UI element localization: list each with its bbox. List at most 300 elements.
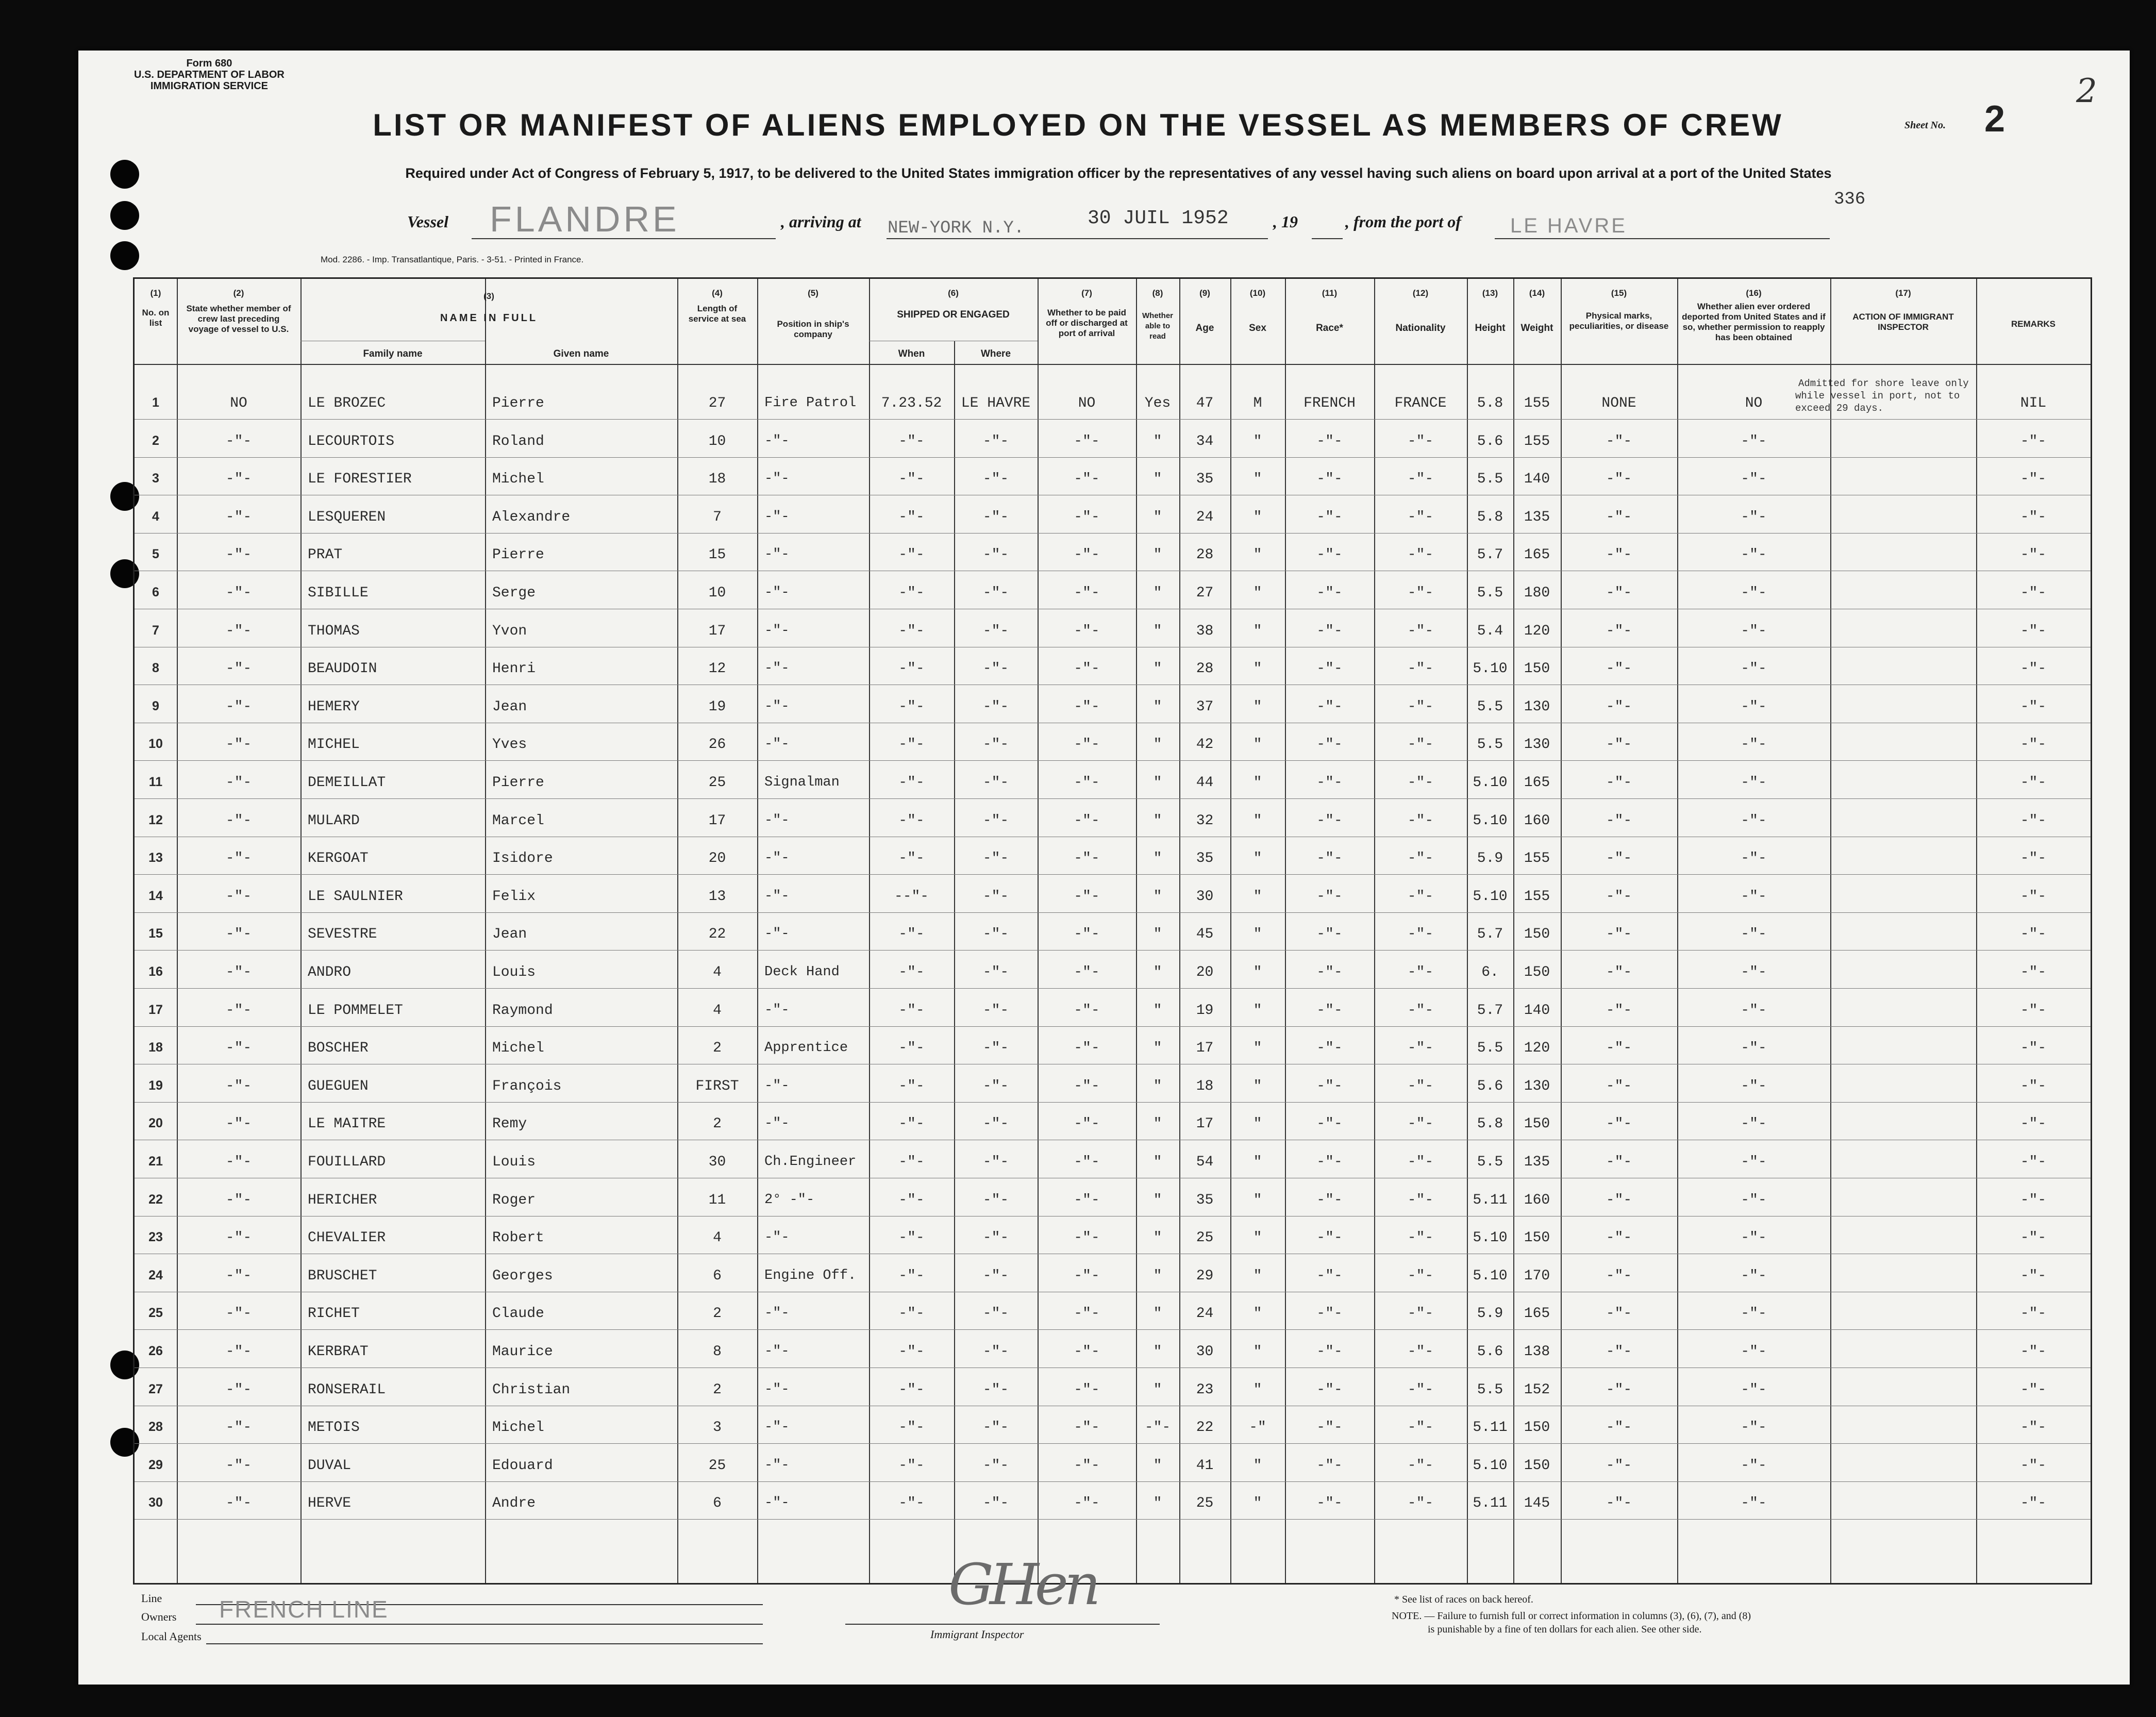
family-name-cell: KERGOAT bbox=[308, 851, 369, 867]
last-voyage-cell: -"- bbox=[225, 1420, 252, 1436]
age-cell: 28 bbox=[1196, 547, 1214, 563]
given-name-cell: Yves bbox=[492, 737, 527, 753]
shipped-where-cell: -"- bbox=[982, 1381, 1009, 1398]
family-name-cell: HERICHER bbox=[308, 1192, 377, 1208]
height-cell: 5.7 bbox=[1477, 547, 1503, 563]
family-name-cell: LE FORESTIER bbox=[308, 471, 412, 488]
family-name-cell: DEMEILLAT bbox=[308, 775, 386, 791]
physical-marks-cell: -"- bbox=[1606, 1192, 1632, 1208]
service-length-cell: 22 bbox=[708, 926, 726, 943]
able-to-read-cell: " bbox=[1153, 775, 1162, 791]
race-cell: -"- bbox=[1316, 509, 1343, 525]
header-weight: Weight bbox=[1520, 323, 1553, 334]
paid-off-cell: -"- bbox=[1074, 1002, 1100, 1019]
shipped-when-cell: -"- bbox=[898, 1116, 925, 1132]
family-name-cell: CHEVALIER bbox=[308, 1230, 386, 1246]
family-name-cell: PRAT bbox=[308, 547, 343, 563]
nationality-cell: -"- bbox=[1407, 775, 1434, 791]
weight-cell: 150 bbox=[1524, 1116, 1550, 1132]
weight-cell: 135 bbox=[1524, 1154, 1550, 1170]
given-name-cell: Louis bbox=[492, 1154, 536, 1170]
sex-cell: " bbox=[1253, 1192, 1262, 1208]
service-length-cell: 13 bbox=[708, 888, 726, 905]
shipped-where-cell: -"- bbox=[982, 964, 1009, 980]
vessel-name: FLANDRE bbox=[490, 199, 680, 239]
physical-marks-cell: -"- bbox=[1606, 1306, 1632, 1322]
shipped-when-cell: -"- bbox=[898, 433, 925, 449]
height-cell: 5.10 bbox=[1473, 888, 1508, 905]
row-number: 4 bbox=[152, 509, 159, 524]
given-name-cell: Felix bbox=[492, 888, 536, 905]
sex-cell: " bbox=[1253, 1457, 1262, 1474]
shipped-where-cell: -"- bbox=[982, 888, 1009, 905]
weight-cell: 155 bbox=[1524, 851, 1550, 867]
nationality-cell: -"- bbox=[1407, 547, 1434, 563]
family-name-cell: FOUILLARD bbox=[308, 1154, 386, 1170]
deported-cell: -"- bbox=[1741, 775, 1767, 791]
weight-cell: 160 bbox=[1524, 812, 1550, 829]
weight-cell: 130 bbox=[1524, 1078, 1550, 1094]
age-cell: 25 bbox=[1196, 1230, 1214, 1246]
shipped-where-cell: -"- bbox=[982, 1420, 1009, 1436]
deported-cell: -"- bbox=[1741, 1040, 1767, 1057]
position-cell: -"- bbox=[764, 661, 790, 677]
position-cell: -"- bbox=[764, 1457, 790, 1473]
nationality-cell: -"- bbox=[1407, 1154, 1434, 1170]
position-cell: -"- bbox=[764, 1230, 790, 1246]
sex-cell: " bbox=[1253, 1040, 1262, 1057]
remarks-cell: -"- bbox=[2020, 509, 2047, 525]
owner-stamp: FRENCH LINE bbox=[219, 1596, 389, 1623]
departure-port: LE HAVRE bbox=[1510, 214, 1627, 237]
row-number: 3 bbox=[152, 471, 159, 486]
shipped-where-cell: -"- bbox=[982, 1078, 1009, 1094]
family-name-cell: ANDRO bbox=[308, 964, 352, 980]
position-cell: -"- bbox=[764, 1344, 790, 1359]
given-name-cell: Isidore bbox=[492, 851, 553, 867]
last-voyage-cell: -"- bbox=[225, 1495, 252, 1512]
service-length-cell: 2 bbox=[713, 1116, 722, 1132]
able-to-read-cell: " bbox=[1153, 509, 1162, 525]
shipped-where-cell: -"- bbox=[982, 851, 1009, 867]
race-cell: -"- bbox=[1316, 737, 1343, 753]
physical-marks-cell: -"- bbox=[1606, 623, 1632, 639]
physical-marks-cell: -"- bbox=[1606, 812, 1632, 829]
shipped-where-cell: -"- bbox=[982, 585, 1009, 601]
deported-cell: -"- bbox=[1741, 1381, 1767, 1398]
nationality-cell: -"- bbox=[1407, 623, 1434, 639]
family-name-cell: METOIS bbox=[308, 1420, 360, 1436]
col-num: (2) bbox=[233, 288, 244, 298]
admitted-note-line: Admitted for shore leave only bbox=[1798, 378, 1969, 389]
admitted-note-line: while vessel in port, not to bbox=[1795, 390, 1960, 402]
shipped-where-cell: -"- bbox=[982, 1344, 1009, 1360]
able-to-read-cell: " bbox=[1153, 1268, 1162, 1284]
deported-cell: -"- bbox=[1741, 1306, 1767, 1322]
remarks-cell: -"- bbox=[2020, 1420, 2047, 1436]
race-cell: -"- bbox=[1316, 888, 1343, 905]
sex-cell: " bbox=[1253, 851, 1262, 867]
height-cell: 5.5 bbox=[1477, 737, 1503, 753]
family-name-cell: LE MAITRE bbox=[308, 1116, 386, 1132]
service-length-cell: 19 bbox=[708, 698, 726, 715]
col-num: (16) bbox=[1746, 288, 1762, 298]
shipped-when-cell: -"- bbox=[898, 509, 925, 525]
age-cell: 32 bbox=[1196, 812, 1214, 829]
height-cell: 5.11 bbox=[1473, 1192, 1508, 1208]
shipped-when-cell: -"- bbox=[898, 661, 925, 677]
col-num: (8) bbox=[1152, 288, 1163, 298]
given-name-cell: Remy bbox=[492, 1116, 527, 1132]
given-name-cell: Pierre bbox=[492, 775, 544, 791]
table-row-rule bbox=[135, 798, 2091, 799]
race-cell: -"- bbox=[1316, 964, 1343, 980]
sex-cell: " bbox=[1253, 585, 1262, 601]
age-cell: 41 bbox=[1196, 1457, 1214, 1474]
height-cell: 5.10 bbox=[1473, 775, 1508, 791]
family-name-cell: LE POMMELET bbox=[308, 1002, 403, 1019]
deported-cell: -"- bbox=[1741, 1420, 1767, 1436]
race-cell: -"- bbox=[1316, 585, 1343, 601]
row-number: 11 bbox=[148, 775, 163, 789]
remarks-cell: -"- bbox=[2020, 1154, 2047, 1170]
deported-cell: -"- bbox=[1741, 1154, 1767, 1170]
row-number: 21 bbox=[148, 1154, 163, 1169]
family-name-cell: BRUSCHET bbox=[308, 1268, 377, 1284]
able-to-read-cell: " bbox=[1153, 471, 1162, 488]
nationality-cell: -"- bbox=[1407, 1344, 1434, 1360]
sex-cell: " bbox=[1253, 623, 1262, 639]
shipped-when-cell: -"- bbox=[898, 1154, 925, 1170]
col-num: (9) bbox=[1199, 288, 1210, 298]
physical-marks-cell: -"- bbox=[1606, 964, 1632, 980]
height-cell: 5.5 bbox=[1477, 1040, 1503, 1057]
physical-marks-cell: -"- bbox=[1606, 851, 1632, 867]
deported-cell: -"- bbox=[1741, 1230, 1767, 1246]
last-voyage-cell: -"- bbox=[225, 1306, 252, 1322]
position-cell: -"- bbox=[764, 1495, 790, 1511]
height-cell: 6. bbox=[1481, 964, 1499, 980]
header-name-in-full: NAME IN FULL bbox=[440, 312, 538, 324]
family-name-cell: RONSERAIL bbox=[308, 1381, 386, 1398]
family-name-cell: RICHET bbox=[308, 1306, 360, 1322]
form-number: Form 680 bbox=[186, 58, 232, 69]
shipped-where-cell: -"- bbox=[982, 698, 1009, 715]
shipped-where-cell: -"- bbox=[982, 661, 1009, 677]
paid-off-cell: -"- bbox=[1074, 1116, 1100, 1132]
admitted-note-line: exceed 29 days. bbox=[1795, 403, 1884, 414]
paid-off-cell: -"- bbox=[1074, 775, 1100, 791]
given-name-cell: Michel bbox=[492, 1420, 544, 1436]
service-length-cell: 25 bbox=[708, 775, 726, 791]
shipped-when-cell: -"- bbox=[898, 1078, 925, 1094]
shipped-when-cell: -"- bbox=[898, 926, 925, 943]
race-cell: -"- bbox=[1316, 1154, 1343, 1170]
table-row-rule bbox=[135, 1519, 2091, 1520]
row-number: 24 bbox=[148, 1268, 163, 1282]
able-to-read-cell: " bbox=[1153, 433, 1162, 449]
given-name-cell: Pierre bbox=[492, 547, 544, 563]
position-cell: Fire Patrol bbox=[764, 395, 857, 411]
remarks-cell: -"- bbox=[2020, 851, 2047, 867]
deported-cell: -"- bbox=[1741, 1495, 1767, 1512]
last-voyage-cell: -"- bbox=[225, 775, 252, 791]
paid-off-cell: -"- bbox=[1074, 1381, 1100, 1398]
footer-underline bbox=[196, 1624, 763, 1625]
arriving-label: , arriving at bbox=[781, 212, 861, 231]
row-number: 8 bbox=[152, 661, 159, 676]
position-cell: -"- bbox=[764, 1116, 790, 1132]
last-voyage-cell: -"- bbox=[225, 1116, 252, 1132]
weight-cell: 155 bbox=[1524, 395, 1550, 411]
deported-cell: -"- bbox=[1741, 661, 1767, 677]
race-cell: -"- bbox=[1316, 1381, 1343, 1398]
service-length-cell: FIRST bbox=[695, 1078, 739, 1094]
last-voyage-cell: -"- bbox=[225, 1040, 252, 1057]
physical-marks-cell: -"- bbox=[1606, 1381, 1632, 1398]
able-to-read-cell: -"- bbox=[1144, 1420, 1171, 1436]
shipped-where-cell: -"- bbox=[982, 623, 1009, 639]
paid-off-cell: -"- bbox=[1074, 1192, 1100, 1208]
shipped-when-cell: -"- bbox=[898, 1040, 925, 1057]
race-cell: -"- bbox=[1316, 623, 1343, 639]
deported-cell: NO bbox=[1745, 395, 1763, 411]
inspector-label: Immigrant Inspector bbox=[930, 1628, 1024, 1641]
able-to-read-cell: " bbox=[1153, 623, 1162, 639]
race-cell: -"- bbox=[1316, 1268, 1343, 1284]
physical-marks-cell: -"- bbox=[1606, 661, 1632, 677]
sex-cell: " bbox=[1253, 433, 1262, 449]
year-underline bbox=[1312, 238, 1343, 239]
shipped-when-cell: -"- bbox=[898, 1457, 925, 1474]
age-cell: 19 bbox=[1196, 1002, 1214, 1019]
arrival-date: 30 JUIL 1952 bbox=[1088, 207, 1229, 229]
age-cell: 30 bbox=[1196, 888, 1214, 905]
shipped-when-cell: -"- bbox=[898, 1192, 925, 1208]
shipped-when-cell: -"- bbox=[898, 1495, 925, 1512]
shipped-where-cell: -"- bbox=[982, 737, 1009, 753]
from-port-underline bbox=[1495, 238, 1830, 239]
given-name-cell: Michel bbox=[492, 471, 544, 488]
table-row-rule bbox=[135, 950, 2091, 951]
sex-cell: -" bbox=[1249, 1420, 1266, 1436]
deported-cell: -"- bbox=[1741, 1116, 1767, 1132]
able-to-read-cell: " bbox=[1153, 1306, 1162, 1322]
service-length-cell: 30 bbox=[708, 1154, 726, 1170]
weight-cell: 150 bbox=[1524, 926, 1550, 943]
physical-marks-cell: -"- bbox=[1606, 1230, 1632, 1246]
remarks-cell: -"- bbox=[2020, 1268, 2047, 1284]
able-to-read-cell: " bbox=[1153, 1381, 1162, 1398]
able-to-read-cell: " bbox=[1153, 547, 1162, 563]
able-to-read-cell: " bbox=[1153, 1040, 1162, 1057]
weight-cell: 155 bbox=[1524, 433, 1550, 449]
deported-cell: -"- bbox=[1741, 623, 1767, 639]
height-cell: 5.10 bbox=[1473, 1268, 1508, 1284]
remarks-cell: -"- bbox=[2020, 1457, 2047, 1474]
race-note: * See list of races on back hereof. bbox=[1394, 1594, 1533, 1605]
shipped-where-cell: -"- bbox=[982, 775, 1009, 791]
weight-cell: 140 bbox=[1524, 471, 1550, 488]
able-to-read-cell: " bbox=[1153, 926, 1162, 943]
remarks-cell: -"- bbox=[2020, 812, 2047, 829]
able-to-read-cell: " bbox=[1153, 1078, 1162, 1094]
height-cell: 5.8 bbox=[1477, 1116, 1503, 1132]
paid-off-cell: -"- bbox=[1074, 1457, 1100, 1474]
physical-marks-cell: -"- bbox=[1606, 509, 1632, 525]
given-name-cell: Michel bbox=[492, 1040, 544, 1057]
shipped-when-cell: 7.23.52 bbox=[881, 395, 942, 411]
race-cell: -"- bbox=[1316, 1457, 1343, 1474]
punch-hole bbox=[110, 241, 139, 270]
header-deported: Whether alien ever ordered deported from United States and if so, whether permission to reapply has been obtained bbox=[1682, 302, 1826, 342]
sex-cell: " bbox=[1253, 1306, 1262, 1322]
physical-marks-cell: -"- bbox=[1606, 1420, 1632, 1436]
age-cell: 25 bbox=[1196, 1495, 1214, 1512]
family-name-cell: SEVESTRE bbox=[308, 926, 377, 943]
shipped-when-cell: -"- bbox=[898, 1381, 925, 1398]
position-cell: -"- bbox=[764, 1420, 790, 1436]
remarks-cell: -"- bbox=[2020, 926, 2047, 943]
nationality-cell: -"- bbox=[1407, 1381, 1434, 1398]
given-name-cell: Pierre bbox=[492, 395, 544, 411]
last-voyage-cell: -"- bbox=[225, 851, 252, 867]
able-to-read-cell: " bbox=[1153, 1002, 1162, 1019]
col-num: (12) bbox=[1412, 288, 1429, 298]
weight-cell: 145 bbox=[1524, 1495, 1550, 1512]
given-name-cell: Christian bbox=[492, 1381, 571, 1398]
shipped-where-cell: -"- bbox=[982, 1040, 1009, 1057]
able-to-read-cell: " bbox=[1153, 964, 1162, 980]
sex-cell: M bbox=[1253, 395, 1262, 411]
row-number: 25 bbox=[148, 1306, 163, 1321]
shipped-where-cell: -"- bbox=[982, 1154, 1009, 1170]
race-cell: -"- bbox=[1316, 1078, 1343, 1094]
shipped-when-cell: -"- bbox=[898, 1420, 925, 1436]
height-cell: 5.5 bbox=[1477, 1154, 1503, 1170]
last-voyage-cell: -"- bbox=[225, 509, 252, 525]
header-race: Race* bbox=[1316, 323, 1343, 334]
age-cell: 37 bbox=[1196, 698, 1214, 715]
family-name-cell: LE BROZEC bbox=[308, 395, 386, 411]
punch-hole bbox=[110, 160, 139, 189]
last-voyage-cell: -"- bbox=[225, 1268, 252, 1284]
shipped-when-cell: -"- bbox=[898, 1002, 925, 1019]
given-name-cell: Jean bbox=[492, 926, 527, 943]
remarks-cell: -"- bbox=[2020, 547, 2047, 563]
able-to-read-cell: " bbox=[1153, 812, 1162, 829]
weight-cell: 150 bbox=[1524, 661, 1550, 677]
paid-off-cell: -"- bbox=[1074, 812, 1100, 829]
last-voyage-cell: -"- bbox=[225, 1002, 252, 1019]
service-length-cell: 11 bbox=[708, 1192, 726, 1208]
header-when: When bbox=[898, 348, 925, 359]
row-number: 17 bbox=[148, 1002, 163, 1017]
last-voyage-cell: -"- bbox=[225, 1154, 252, 1170]
position-cell: -"- bbox=[764, 698, 790, 714]
paid-off-cell: -"- bbox=[1074, 1040, 1100, 1057]
height-cell: 5.5 bbox=[1477, 1381, 1503, 1398]
height-cell: 5.6 bbox=[1477, 433, 1503, 449]
age-cell: 17 bbox=[1196, 1040, 1214, 1057]
nationality-cell: FRANCE bbox=[1394, 395, 1447, 411]
table-row-rule bbox=[135, 988, 2091, 989]
family-name-cell: MULARD bbox=[308, 812, 360, 829]
nationality-cell: -"- bbox=[1407, 585, 1434, 601]
header-sex: Sex bbox=[1249, 323, 1266, 334]
race-cell: -"- bbox=[1316, 851, 1343, 867]
remarks-cell: -"- bbox=[2020, 433, 2047, 449]
nationality-cell: -"- bbox=[1407, 1230, 1434, 1246]
remarks-cell: -"- bbox=[2020, 1192, 2047, 1208]
service-length-cell: 18 bbox=[708, 471, 726, 488]
row-number: 30 bbox=[148, 1495, 163, 1510]
paid-off-cell: -"- bbox=[1074, 926, 1100, 943]
position-cell: -"- bbox=[764, 1002, 790, 1018]
last-voyage-cell: -"- bbox=[225, 471, 252, 488]
able-to-read-cell: " bbox=[1153, 737, 1162, 753]
weight-cell: 120 bbox=[1524, 1040, 1550, 1057]
paid-off-cell: -"- bbox=[1074, 471, 1100, 488]
header-last-voyage: State whether member of crew last preceding voyage of vessel to U.S. bbox=[186, 304, 291, 334]
sex-cell: " bbox=[1253, 964, 1262, 980]
position-cell: -"- bbox=[764, 623, 790, 639]
race-cell: -"- bbox=[1316, 1495, 1343, 1512]
given-name-cell: Louis bbox=[492, 964, 536, 980]
department-name: U.S. DEPARTMENT OF LABOR bbox=[134, 69, 285, 80]
deported-cell: -"- bbox=[1741, 812, 1767, 829]
able-to-read-cell: Yes bbox=[1144, 395, 1171, 411]
nationality-cell: -"- bbox=[1407, 1306, 1434, 1322]
deported-cell: -"- bbox=[1741, 471, 1767, 488]
sex-cell: " bbox=[1253, 775, 1262, 791]
nationality-cell: -"- bbox=[1407, 1116, 1434, 1132]
able-to-read-cell: " bbox=[1153, 1116, 1162, 1132]
race-cell: -"- bbox=[1316, 698, 1343, 715]
height-cell: 5.9 bbox=[1477, 1306, 1503, 1322]
last-voyage-cell: -"- bbox=[225, 698, 252, 715]
race-cell: -"- bbox=[1316, 1040, 1343, 1057]
remarks-cell: -"- bbox=[2020, 1230, 2047, 1246]
row-number: 27 bbox=[148, 1381, 163, 1396]
given-name-cell: Yvon bbox=[492, 623, 527, 639]
race-cell: -"- bbox=[1316, 1306, 1343, 1322]
last-voyage-cell: NO bbox=[230, 395, 247, 411]
height-cell: 5.5 bbox=[1477, 698, 1503, 715]
height-cell: 5.6 bbox=[1477, 1344, 1503, 1360]
last-voyage-cell: -"- bbox=[225, 1192, 252, 1208]
physical-marks-cell: -"- bbox=[1606, 1495, 1632, 1512]
able-to-read-cell: " bbox=[1153, 1192, 1162, 1208]
physical-marks-cell: -"- bbox=[1606, 1040, 1632, 1057]
form-identifier bbox=[134, 58, 285, 92]
arrival-port: NEW-YORK N.Y. bbox=[888, 219, 1025, 238]
last-voyage-cell: -"- bbox=[225, 1457, 252, 1474]
remarks-cell: -"- bbox=[2020, 698, 2047, 715]
shipped-when-cell: -"- bbox=[898, 623, 925, 639]
sex-cell: " bbox=[1253, 737, 1262, 753]
last-voyage-cell: -"- bbox=[225, 1381, 252, 1398]
weight-cell: 130 bbox=[1524, 737, 1550, 753]
paid-off-cell: -"- bbox=[1074, 1495, 1100, 1512]
shipped-where-cell: -"- bbox=[982, 471, 1009, 488]
paid-off-cell: -"- bbox=[1074, 737, 1100, 753]
last-voyage-cell: -"- bbox=[225, 964, 252, 980]
family-name-cell: LE SAULNIER bbox=[308, 888, 403, 905]
remarks-cell: -"- bbox=[2020, 1381, 2047, 1398]
header-shipped-engaged: SHIPPED OR ENGAGED bbox=[897, 309, 1010, 320]
paid-off-cell: NO bbox=[1078, 395, 1096, 411]
